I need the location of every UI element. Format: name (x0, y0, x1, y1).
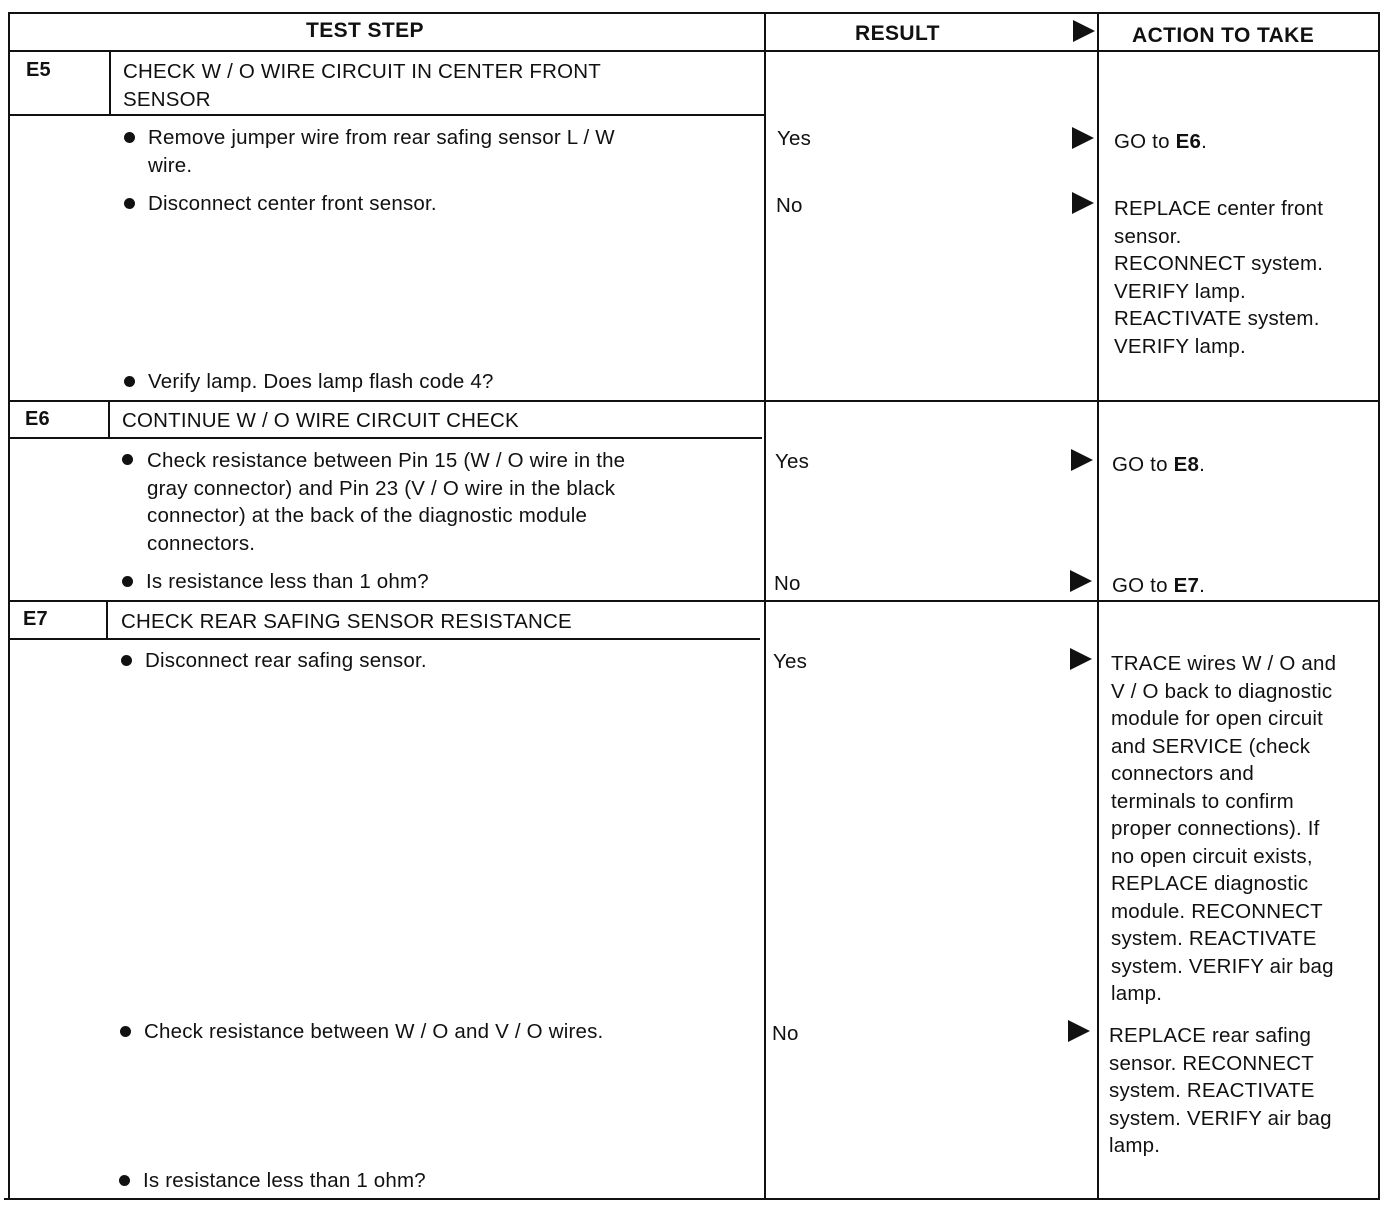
e5-title-rule (8, 114, 764, 116)
step-instruction: Is resistance less than 1 ohm? (143, 1169, 426, 1192)
step-id: E5 (26, 59, 51, 81)
step-title: CHECK W / O WIRE CIRCUIT IN CENTER FRONT SENSOR (123, 60, 601, 111)
header-action: ACTION TO TAKE (1132, 24, 1315, 47)
step-id: E6 (25, 408, 50, 430)
id-column-rule-e6 (108, 400, 110, 438)
arrow-right-icon (1070, 648, 1092, 670)
result-label: Yes (773, 650, 808, 673)
arrow-right-icon (1071, 449, 1093, 471)
action-text: GO to E8. (1112, 453, 1205, 476)
action-text: TRACE wires W / O and V / O back to diagnostic module for open circuit and SERVICE (check connectors and terminals to confirm proper connections). If no open circuit exists, REPLACE diagnostic module. RECONNECT system. REACTIVATE system. VERIFY air bag lamp. (1111, 652, 1337, 1005)
bullet-icon (119, 1175, 130, 1186)
bullet-icon (124, 132, 135, 143)
step-instruction: Remove jumper wire from rear safing sensor L / W wire. (148, 126, 615, 177)
table-left-border (8, 12, 10, 1200)
result-column-rule (764, 12, 766, 1200)
id-column-rule-e5 (109, 50, 111, 116)
result-label: Yes (777, 127, 812, 150)
header-test-step: TEST STEP (306, 19, 424, 42)
table-right-border (1378, 12, 1380, 1200)
action-text: REPLACE rear safing sensor. RECONNECT system. REACTIVATE system. VERIFY air bag lamp. (1109, 1024, 1332, 1157)
result-label: Yes (775, 450, 810, 473)
header-bottom-rule (8, 50, 1380, 52)
bullet-icon (121, 655, 132, 666)
bullet-icon (120, 1026, 131, 1037)
arrow-right-icon (1070, 570, 1092, 592)
step-instruction: Disconnect rear safing sensor. (145, 649, 427, 672)
header-arrow-icon (1073, 20, 1095, 42)
step-instruction: Disconnect center front sensor. (148, 192, 437, 215)
arrow-right-icon (1068, 1020, 1090, 1042)
bullet-icon (124, 376, 135, 387)
step-id: E7 (23, 608, 48, 630)
arrow-right-icon (1072, 127, 1094, 149)
bullet-icon (124, 198, 135, 209)
e6-title-rule (8, 437, 762, 439)
e6-e7-divider (8, 600, 1380, 602)
e5-e6-divider (8, 400, 1380, 402)
step-instruction: Check resistance between Pin 15 (W / O wire in the gray connector) and Pin 23 (V / O wire in the black connector) at the back of the diagnostic module connectors. (147, 449, 626, 555)
arrow-right-icon (1072, 192, 1094, 214)
step-instruction: Verify lamp. Does lamp flash code 4? (148, 370, 494, 393)
result-label: No (774, 572, 801, 595)
header-result: RESULT (855, 22, 940, 45)
result-label: No (776, 194, 803, 217)
e7-title-rule (8, 638, 760, 640)
step-title: CHECK REAR SAFING SENSOR RESISTANCE (121, 610, 572, 633)
step-instruction: Is resistance less than 1 ohm? (146, 570, 429, 593)
bullet-icon (122, 576, 133, 587)
table-top-border (8, 12, 1380, 14)
step-instruction: Check resistance between W / O and V / O wires. (144, 1020, 604, 1043)
action-column-rule (1097, 12, 1099, 1200)
step-title: CONTINUE W / O WIRE CIRCUIT CHECK (122, 409, 519, 432)
action-text: REPLACE center front sensor. RECONNECT system. VERIFY lamp. REACTIVATE system. VERIFY lamp. (1114, 197, 1324, 358)
result-label: No (772, 1022, 799, 1045)
action-text: GO to E7. (1112, 574, 1205, 597)
id-column-rule-e7 (106, 600, 108, 640)
bullet-icon (122, 454, 133, 465)
table-bottom-border (4, 1198, 1378, 1200)
action-text: GO to E6. (1114, 130, 1207, 153)
